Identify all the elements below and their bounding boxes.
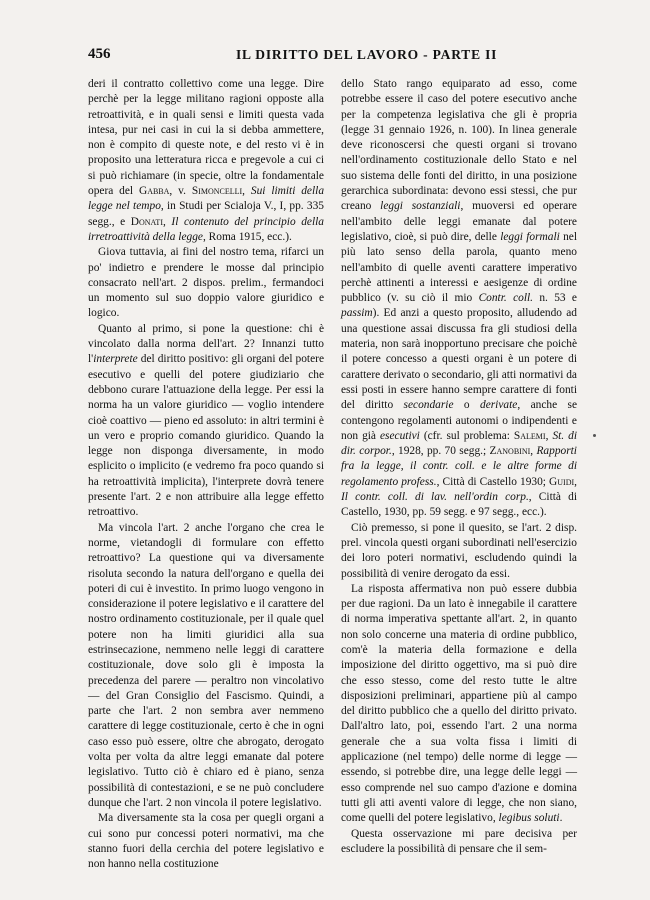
- work-title: Il contr. coll. di lav. nell'ordin corp.: [341, 491, 529, 504]
- text-run: , Città di Castello, 1930, pp. 59 segg. e 97 segg., ecc.).: [341, 491, 577, 519]
- paragraph: Questa osservazione mi pare decisiva per escludere la possibilità di pensare che il sem-: [341, 827, 577, 855]
- author-name: Salemi: [513, 429, 546, 442]
- author-name: Zanobini: [489, 445, 531, 458]
- paragraph: [88, 77, 324, 245]
- text-run: , muoversi ed operare nell'ambito delle leggi emanate dal potere legislativo, cioè, si può dire, delle: [341, 200, 577, 243]
- paragraph: Giova tuttavia, ai fini del nostro tema, rifarci un po' indietro e prendere le mosse dal principio consacrato nell'art. 2 dispos. prelim., fermandoci un momento sul suo doppio valore giuridico e logico.: [88, 246, 324, 320]
- emphasis: interprete: [93, 353, 138, 366]
- margin-dot: [593, 434, 596, 437]
- emphasis: passim: [341, 307, 373, 320]
- paragraph: [341, 582, 577, 827]
- page-number: 456: [88, 46, 111, 62]
- text-run: , Roma 1915, ecc.).: [202, 230, 292, 243]
- left-column: [88, 77, 324, 872]
- paragraph: Ciò premesso, si pone il quesito, se l'art. 2 disp. prel. vincola questi organi subordinati nell'esercizio dei loro poteri normativi, escludendo quindi la possibilità di venire derogato da essi.: [341, 521, 577, 580]
- emphasis: leggi formali: [500, 230, 560, 243]
- running-head: IL DIRITTO DEL LAVORO - PARTE II: [236, 47, 498, 62]
- text-run: del diritto positivo: gli organi del potere esecutivo e quelli del potere giudiziario che debbono curare l'attuazione della legge. Per essi la norma ha un valore giuridico — voglio intendere cioè coattivo — pieno ed assoluto: in altri termini è un vero e proprio comando giuridico. Quando la legge non disponga diversamente, in modo esplicito o implicito (e vedremo fra poco quando si ha retroattività implicita), l'interprete dovrà tenere presente l'art. 2 e non attribuire alla legge effetto retroattivo.: [88, 353, 324, 519]
- work-title: Il contenuto del principio della irretroattività della legge: [88, 215, 325, 243]
- text-run: o: [453, 399, 480, 412]
- author-name: Donati: [130, 215, 163, 228]
- text-run: dello Stato rango equiparato ad esso, come potrebbe essere il caso del potere esecutivo anche per la competenza legislativa che gli è propria (legge 31 gennaio 1926, n. 100). In linea generale deve riconoscersi che questi organi si trovano nell'ordinamento costituzionale dello Stato e nel suo sistema delle fonti del diritto, in una posizione gerarchica subordinata: devono essi stessi, che pur creano: [341, 78, 577, 213]
- text-run: ). Ed anzi a questo proposito, alludendo ad una questione assai discussa fra gli studiosi della materia, non sarà inopportuno precisare che poichè il potere concesso a questi organi è un potere di carattere derivato o secondario, gli atti normativi da essi posti in essere hanno sempre carattere di fonti del diritto: [341, 307, 577, 412]
- text-run: , v.: [169, 185, 192, 198]
- paragraph: [88, 322, 324, 521]
- text-run: ,: [242, 185, 251, 198]
- text-run: ,: [574, 475, 577, 488]
- text-run: , Città di Castello 1930;: [436, 475, 550, 488]
- work-title: Rapporti fra la legge, il contr. coll. e le altre forme di regolamento profess.: [341, 445, 577, 488]
- text-run: n. 53 e: [533, 292, 577, 305]
- page-header: [88, 46, 583, 68]
- text-run: , anche se contengono regolamenti autonomi o indipendenti e non già: [341, 399, 577, 442]
- emphasis: esecutivi: [379, 429, 420, 442]
- text-run: deri il contratto collettivo come una legge. Dire perchè per la legge militano ragioni opposte alla retroattività, e in quali sensi e limiti questa vada intesa, pur nei casi in cui la si debba ammettere, non è compito di queste note, e del resto vi è in proposito una letteratura ricca e pregevole a cui ci si può richiamare (in specie, oltre la fondamentale opera del: [88, 78, 324, 198]
- text-run: La risposta affermativa non può essere dubbia per due ragioni. Da un lato è innegabile il carattere di norma imperativa spettante all'art. 2, in quanto non solo concerne una materia di ordine pubblico, com'è la materia della formazione e della imposizione del diritto oggettivo, ma si può dire che esso stesso, come del resto tutte le altre disposizioni preliminari, appartiene più al campo del diritto pubblico che a quello del diritto privato. Dall'altro lato, poi, essendo l'art. 2 una norma generale che a sua volta fissa i limiti di applicazione (nel tempo) delle norme di legge — essendo, si potrebbe dire, una legge delle leggi — esso comprende nel suo campo d'azione e domina tutti gli atti aventi valore di legge, che non siano, come quelli del potere legislativo,: [341, 582, 577, 825]
- text-run: , 1928, pp. 70 segg.;: [391, 445, 490, 458]
- work-title: St. di dir. corpor.: [341, 429, 577, 458]
- text-run: nel più lato senso della parola, quanto meno nell'ambito di quelle aventi carattere imperativo perchè attinenti a interessi e aesigenze di ordine pubblico (v. su ciò il mio: [341, 230, 577, 305]
- author-name: Guidi: [549, 475, 575, 488]
- paragraph: [341, 77, 577, 521]
- paragraph: Ma vincola l'art. 2 anche l'organo che crea le norme, vietandogli di formulare con effetto retroattivo? La questione qui va diversamente risoluta secondo la natura dell'organo e quella dei poteri di cui è investito. In primo luogo vengono in considerazione il potere legislativo e il carattere del nostro ordinamento costituzionale, per il quale quel potere non ha limiti giuridici alla sua estrinsecazione, nemmeno nelle leggi di carattere costituzionale, dove solo gli è imposta la precedenza del parere — peraltro non vincolativo — del Gran Consiglio del Fascismo. Quindi, a parte che l'art. 2 non sembra aver nemmeno carattere di legge costituzionale, certo è che in ogni caso esso può essere, oltre che abrogato, derogato volta per volta da altre leggi emanate dal potere legislativo. Tutto ciò è chiaro ed è piano, senza possibilità di contestazioni, e se ne può concludere dunque che l'art. 2 non vincola il potere legislativo.: [88, 521, 324, 809]
- paragraph: Ma diversamente sta la cosa per quegli organi a cui sono pur concessi poteri normativi, ma che stanno fuori della cerchia del potere legislativo e non hanno nella costituzione: [88, 812, 324, 871]
- text-run: (cfr. sul problema:: [419, 429, 514, 442]
- emphasis: secondarie: [403, 399, 454, 412]
- text-run: ,: [545, 429, 553, 442]
- text-run: Quanto al primo, si pone la questione: chi è vincolato dalla norma dell'art. 2? Innanzi tutto l': [88, 322, 324, 366]
- right-column: [341, 77, 577, 857]
- author-name: Gabba: [138, 185, 170, 198]
- text-run: , in Studi per Scialoja V., I, pp. 335 segg., e: [88, 200, 324, 228]
- work-title: Sui limiti della legge nel tempo: [88, 185, 325, 213]
- emphasis: leggi sostanziali: [380, 200, 461, 213]
- author-name: Simoncelli: [191, 185, 243, 198]
- text-run: .: [559, 812, 563, 825]
- text-run: ,: [163, 215, 172, 228]
- text-run: ,: [530, 445, 537, 458]
- emphasis: legibus soluti: [498, 812, 560, 825]
- emphasis: derivate: [480, 399, 518, 412]
- work-title: Contr. coll.: [478, 292, 533, 305]
